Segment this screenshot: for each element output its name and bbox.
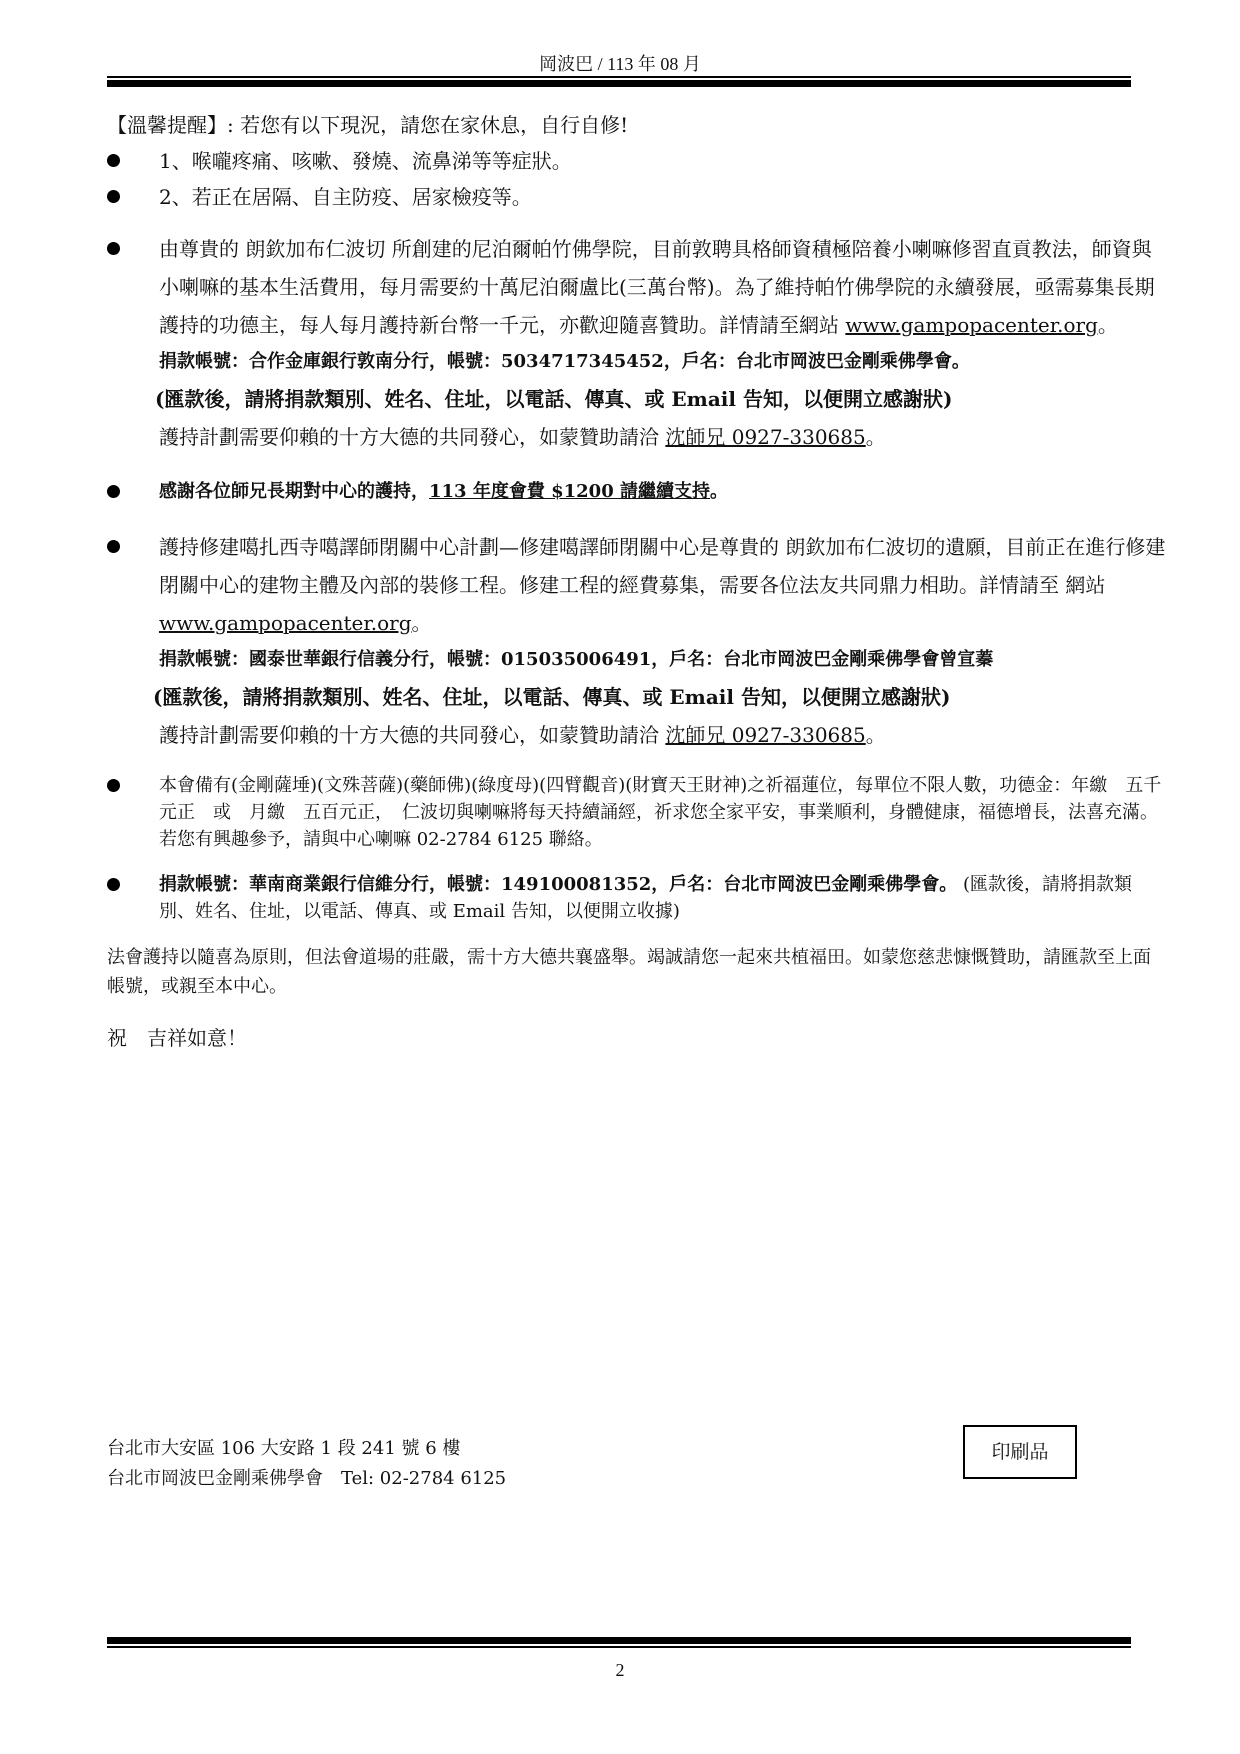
- lotus-section: [107, 772, 1167, 853]
- bullet-icon: [107, 485, 120, 498]
- closing-text: 法會護持以隨喜為原則，但法會道場的莊嚴，需十方大德共襄盛舉。竭誠請您一起來共植福田。如蒙您慈悲慷慨贊助，請匯款至上面帳號，或親至本中心。: [107, 947, 1151, 997]
- academy-contact-prefix: 護持計劃需要仰賴的十方大德的共同發心，如蒙贊助請洽: [159, 425, 659, 449]
- academy-account: 捐款帳號：合作金庫銀行敦南分行，帳號：5034717345452，戶名：台北市岡波巴金剛乘佛學會。: [159, 351, 970, 372]
- notice-heading: 【溫馨提醒】: 若您有以下現況，請您在家休息，自行自修!: [107, 113, 629, 137]
- membership-fee: 113 年度會費 $1200 請繼續支持: [429, 481, 710, 502]
- page-number: 2: [615, 1660, 625, 1680]
- donation-section: [107, 871, 1167, 925]
- printed-matter-stamp: 印刷品: [963, 1425, 1077, 1479]
- document-body: [107, 110, 1167, 1053]
- academy-section: 由尊貴的 朗欽加布仁波切 所創建的尼泊爾帕竹佛學院，目前敦聘具格師資積極陪養小喇嘛修習直貢教法，師資與小喇嘛的基本生活費用，每月需要約十萬尼泊爾盧比(三萬台幣)。為了維持帕竹佛學院的永續發展，亟需募集長期護持的功德主，每人每月護持新台幣一千元，亦歡迎隨喜贊助。詳情請至網站 www.gampopacenter.org。 捐款帳號：合作金庫銀行敦南分行，帳號：5034717345452，戶名：台北市岡波巴金剛乘佛學會。 (匯款後，請將捐款類別、姓名、住址，以電話、傳真、或 Email 告知，以便開立感謝狀) 護持計劃需要仰賴的十方大德的共同發心，如蒙贊助請洽 沈師兄 0927-330685。: [107, 230, 1167, 456]
- bullet-icon: [107, 242, 120, 255]
- academy-remit-note: (匯款後，請將捐款類別、姓名、住址，以電話、傳真、或 Email 告知，以便開立感謝狀): [155, 387, 953, 411]
- header-title: 岡波巴 / 113 年 08 月: [539, 54, 701, 74]
- footer-address-block: [107, 1434, 506, 1494]
- retreat-website-link[interactable]: www.gampopacenter.org: [159, 611, 412, 635]
- footer-rule-thick: [107, 1637, 1131, 1644]
- retreat-contact: 沈師兄 0927-330685: [665, 723, 866, 747]
- lotus-text: 本會備有(金剛薩埵)(文殊菩薩)(藥師佛)(綠度母)(四臂觀音)(財寶天王財神)之祈福蓮位，每單位不限人數，功德金：年繳 五千元正 或 月繳 五百元正， 仁波切與喇嘛將每天持續誦經，祈求您全家平安，事業順利，身體健康，福德增長，法喜充滿。若您有興趣參予，請與中心喇嘛 02-2784 6125 聯絡。: [159, 775, 1162, 850]
- bullet-icon: [107, 878, 120, 891]
- retreat-account: 捐款帳號：國泰世華銀行信義分行，帳號：015035006491，戶名：台北市岡波巴金剛乘佛學會曾宣蓁: [159, 649, 994, 670]
- retreat-section: 護持修建噶扎西寺噶譯師閉關中心計劃—修建噶譯師閉關中心是尊貴的 朗欽加布仁波切的遺願，目前正在進行修建閉關中心的建物主體及內部的裝修工程。修建工程的經費募集，需要各位法友共同鼎力相助。詳情請至 網站 www.gampopacenter.org。 捐款帳號：國泰世華銀行信義分行，帳號：015035006491，戶名：台北市岡波巴金剛乘佛學會曾宣蓁 (匯款後，請將捐款類別、姓名、住址，以電話、傳真、或 Email 告知，以便開立感謝狀) 護持計劃需要仰賴的十方大德的共同發心，如蒙贊助請洽 沈師兄 0927-330685。: [107, 528, 1167, 754]
- academy-text: 由尊貴的 朗欽加布仁波切 所創建的尼泊爾帕竹佛學院，目前敦聘具格師資積極陪養小喇嘛修習直貢教法，師資與小喇嘛的基本生活費用，每月需要約十萬尼泊爾盧比(三萬台幣)。為了維持帕竹佛學院的永續發展，亟需募集長期護持的功德主，每人每月護持新台幣一千元，亦歡迎隨喜贊助。詳情請至網站: [159, 237, 1155, 337]
- header-rule-thick: [107, 80, 1131, 87]
- donation-account: 捐款帳號：華南商業銀行信維分行，帳號：149100081352，戶名：台北市岡波巴金剛乘佛學會。: [159, 874, 958, 895]
- retreat-text: 護持修建噶扎西寺噶譯師閉關中心計劃—修建噶譯師閉關中心是尊貴的 朗欽加布仁波切的遺願，目前正在進行修建閉關中心的建物主體及內部的裝修工程。修建工程的經費募集，需要各位法友共同鼎力相助。詳情請至 網站: [159, 535, 1166, 597]
- bullet-icon: [107, 540, 120, 553]
- donation-note: (匯款後，請將捐款類別、姓名、住址，以電話、傳真、或 Email 告知，以便開立收據): [159, 874, 1133, 922]
- bullet-icon: [107, 779, 120, 792]
- retreat-remit-note: (匯款後，請將捐款類別、姓名、住址，以電話、傳真、或 Email 告知，以便開立感謝狀): [153, 685, 951, 709]
- closing-blessing: 祝 吉祥如意！: [107, 1026, 247, 1050]
- academy-website-link[interactable]: www.gampopacenter.org: [845, 313, 1098, 337]
- membership-text: 感謝各位師兄長期對中心的護持，: [159, 481, 429, 502]
- retreat-contact-prefix: 護持計劃需要仰賴的十方大德的共同發心，如蒙贊助請洽: [159, 723, 659, 747]
- footer-address: 台北市大安區 106 大安路 1 段 241 號 6 樓: [107, 1438, 461, 1459]
- notice-item: 1、喉嚨疼痛、咳嗽、發燒、流鼻涕等等症狀。: [107, 146, 1167, 176]
- academy-contact: 沈師兄 0927-330685: [665, 425, 866, 449]
- membership-section: 感謝各位師兄長期對中心的護持，113 年度會費 $1200 請繼續支持。: [107, 474, 1167, 510]
- bullet-icon: [107, 190, 120, 203]
- footer-rule-thin: [107, 1646, 1131, 1648]
- footer-org: 台北市岡波巴金剛乘佛學會 Tel: 02-2784 6125: [107, 1468, 507, 1489]
- bullet-icon: [107, 154, 120, 167]
- notice-item: 2、若正在居隔、自主防疫、居家檢疫等。: [107, 182, 1167, 212]
- header-rule-thin: [107, 76, 1131, 78]
